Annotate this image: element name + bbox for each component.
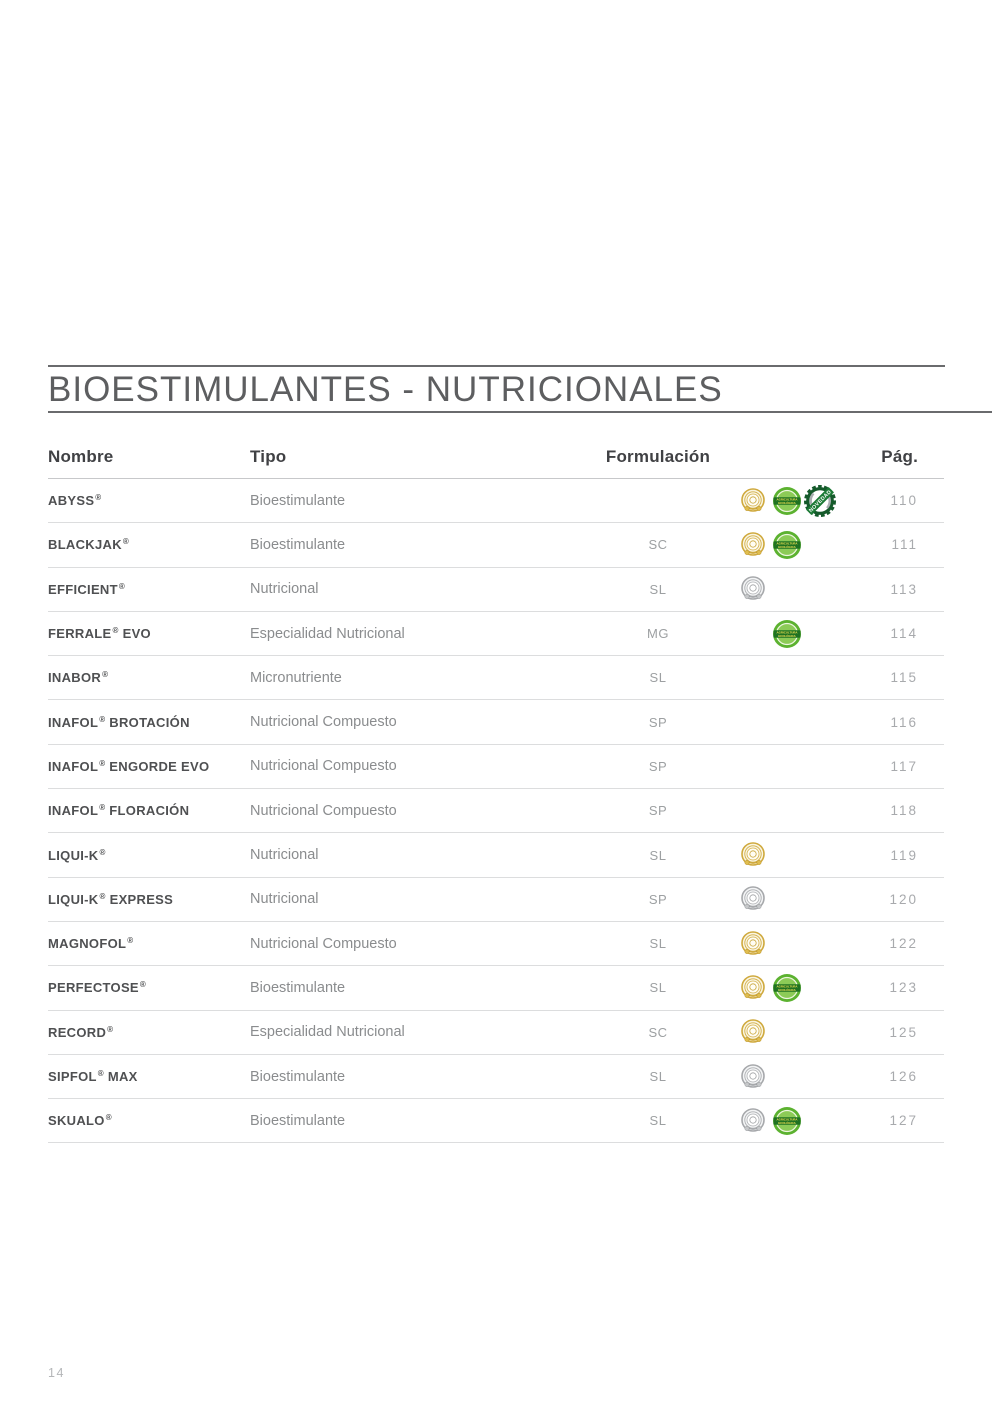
award-seal-gold-icon xyxy=(740,488,766,514)
page-reference: 114 xyxy=(890,626,918,642)
award-seal-silver-icon xyxy=(740,886,766,912)
certification-badges xyxy=(740,1099,840,1142)
quality-seal-slot xyxy=(740,576,766,602)
formulation-code: SL xyxy=(649,670,667,686)
certification-badges xyxy=(740,656,840,699)
certification-badges xyxy=(740,568,840,611)
svg-text:ECOLÓGICA: ECOLÓGICA xyxy=(778,633,796,638)
product-name: MAGNOFOL ® xyxy=(48,936,134,952)
product-name: SIPFOL ® MAX xyxy=(48,1069,138,1084)
product-name: BLACKJAK ® xyxy=(48,537,130,553)
registered-trademark-symbol: ® xyxy=(107,1024,114,1034)
table-body xyxy=(48,479,944,1143)
product-type: Nutricional xyxy=(250,847,319,864)
quality-seal-slot xyxy=(740,886,766,912)
table-row xyxy=(48,922,944,966)
svg-text:AGRICULTURA: AGRICULTURA xyxy=(776,541,798,546)
formulation-code: SC xyxy=(648,1024,668,1040)
novedad-badge-icon xyxy=(803,484,837,518)
page-reference: 123 xyxy=(889,980,918,996)
registered-trademark-symbol: ® xyxy=(99,891,106,901)
organic-agriculture-badge-icon xyxy=(772,973,802,1003)
award-seal-silver-icon xyxy=(740,1108,766,1134)
formulation-code: SL xyxy=(649,980,667,996)
table-row xyxy=(48,1055,944,1099)
registered-trademark-symbol: ® xyxy=(102,670,109,680)
page-reference: 116 xyxy=(890,714,918,730)
certification-badges xyxy=(740,479,840,522)
section-title: BIOESTIMULANTES - NUTRICIONALES xyxy=(48,370,723,409)
formulation-code: SL xyxy=(649,847,667,863)
award-seal-silver-icon xyxy=(740,1064,766,1090)
page-reference: 122 xyxy=(889,936,918,952)
registered-trademark-symbol: ® xyxy=(99,803,106,813)
award-seal-gold-icon xyxy=(740,931,766,957)
formulation-code: SP xyxy=(648,758,668,774)
formulation-code: SP xyxy=(648,891,668,907)
certification-badges xyxy=(740,966,840,1009)
formulation-code: SL xyxy=(649,1069,667,1084)
organic-agriculture-badge-icon xyxy=(772,619,802,649)
certification-badges xyxy=(740,612,840,655)
registered-trademark-symbol: ® xyxy=(99,758,106,768)
page-reference: 115 xyxy=(890,670,918,686)
quality-seal-slot xyxy=(740,931,766,957)
product-type: Bioestimulante xyxy=(250,492,346,509)
page-reference: 125 xyxy=(889,1024,918,1040)
award-seal-gold-icon xyxy=(740,532,766,558)
product-type: Especialidad Nutricional xyxy=(250,1024,405,1041)
page-reference: 117 xyxy=(890,758,918,774)
registered-trademark-symbol: ® xyxy=(97,1069,104,1078)
page-reference: 113 xyxy=(890,581,918,597)
table-row xyxy=(48,789,944,833)
award-seal-gold-icon xyxy=(740,1019,766,1045)
table-row xyxy=(48,700,944,744)
formulation-code: SL xyxy=(649,1113,667,1129)
products-table xyxy=(48,435,944,1143)
svg-text:ECOLÓGICA: ECOLÓGICA xyxy=(778,544,796,549)
page-reference: 120 xyxy=(889,891,918,907)
product-name: INAFOL ® ENGORDE EVO xyxy=(48,758,210,774)
page-reference: 110 xyxy=(890,493,918,509)
certification-badges xyxy=(740,700,840,743)
quality-seal-slot xyxy=(740,1064,766,1090)
product-type: Nutricional xyxy=(250,581,319,598)
table-header-row xyxy=(48,435,944,479)
formulation-code: SC xyxy=(648,537,668,553)
svg-text:ECOLÓGICA: ECOLÓGICA xyxy=(778,500,796,505)
table-row xyxy=(48,1099,944,1143)
quality-seal-slot xyxy=(740,842,766,868)
award-seal-silver-icon xyxy=(740,576,766,602)
product-name: SKUALO ® xyxy=(48,1113,112,1129)
registered-trademark-symbol: ® xyxy=(127,936,134,946)
product-name: LIQUI-K ® xyxy=(48,847,106,863)
product-type: Nutricional xyxy=(250,891,319,908)
formulation-code: SP xyxy=(648,714,668,730)
registered-trademark-symbol: ® xyxy=(112,626,119,636)
certification-badges xyxy=(740,878,840,921)
product-type: Bioestimulante xyxy=(250,979,346,996)
quality-seal-slot xyxy=(740,1019,766,1045)
registered-trademark-symbol: ® xyxy=(99,714,106,724)
quality-seal-slot xyxy=(740,975,766,1001)
table-row xyxy=(48,656,944,700)
formulation-code: SP xyxy=(648,803,668,819)
product-type: Nutricional Compuesto xyxy=(250,714,397,731)
table-row xyxy=(48,878,944,922)
page-reference: 118 xyxy=(890,803,918,819)
page-reference: 126 xyxy=(889,1069,918,1084)
registered-trademark-symbol: ® xyxy=(99,847,106,857)
svg-text:AGRICULTURA: AGRICULTURA xyxy=(776,630,798,635)
product-name: LIQUI-K ® EXPRESS xyxy=(48,891,174,907)
award-seal-gold-icon xyxy=(740,975,766,1001)
product-type: Especialidad Nutricional xyxy=(250,625,405,642)
registered-trademark-symbol: ® xyxy=(139,980,147,990)
award-seal-gold-icon xyxy=(740,842,766,868)
title-top-rule xyxy=(48,365,945,367)
certification-badges xyxy=(740,523,840,566)
table-row xyxy=(48,1011,944,1055)
product-name: INAFOL ® BROTACIÓN xyxy=(48,714,190,730)
product-type: Nutricional Compuesto xyxy=(250,758,397,775)
certification-badges xyxy=(740,833,840,876)
table-row xyxy=(48,745,944,789)
registered-trademark-symbol: ® xyxy=(95,493,102,503)
table-row xyxy=(48,479,944,523)
product-type: Bioestimulante xyxy=(250,1068,346,1085)
organic-agriculture-badge-icon xyxy=(772,486,802,516)
svg-text:AGRICULTURA: AGRICULTURA xyxy=(776,1117,798,1122)
column-header-pag: Pág. xyxy=(881,446,918,466)
column-header-nombre: Nombre xyxy=(48,446,114,466)
product-name: FERRALE ® EVO xyxy=(48,626,151,642)
page-reference: 119 xyxy=(890,847,918,863)
organic-agriculture-badge-icon xyxy=(772,1106,802,1136)
table-row xyxy=(48,833,944,877)
formulation-code: SL xyxy=(649,581,667,597)
registered-trademark-symbol: ® xyxy=(105,1113,112,1123)
quality-seal-slot xyxy=(740,488,766,514)
page-reference: 111 xyxy=(891,537,918,553)
product-type: Bioestimulante xyxy=(250,536,346,553)
product-name: EFFICIENT ® xyxy=(48,581,126,597)
page-number: 14 xyxy=(48,1366,65,1380)
svg-text:NOVEDAD: NOVEDAD xyxy=(808,488,833,514)
formulation-code: MG xyxy=(647,626,669,642)
product-type: Nutricional Compuesto xyxy=(250,935,397,952)
column-header-tipo: Tipo xyxy=(250,446,287,466)
registered-trademark-symbol: ® xyxy=(122,537,130,547)
quality-seal-slot xyxy=(740,532,766,558)
product-type: Bioestimulante xyxy=(250,1112,346,1129)
product-name: ABYSS ® xyxy=(48,493,102,509)
table-row xyxy=(48,568,944,612)
product-name: INABOR ® xyxy=(48,670,109,686)
svg-text:AGRICULTURA: AGRICULTURA xyxy=(776,984,798,989)
svg-text:ECOLÓGICA: ECOLÓGICA xyxy=(778,987,796,992)
formulation-code: SL xyxy=(649,936,667,952)
certification-badges xyxy=(740,922,840,965)
certification-badges xyxy=(740,1011,840,1054)
page-reference: 127 xyxy=(889,1113,918,1129)
product-type: Nutricional Compuesto xyxy=(250,802,397,819)
certification-badges xyxy=(740,745,840,788)
formulation-code xyxy=(568,479,748,522)
product-name: RECORD ® xyxy=(48,1024,114,1040)
svg-text:ECOLÓGICA: ECOLÓGICA xyxy=(778,1120,796,1125)
table-row xyxy=(48,523,944,567)
registered-trademark-symbol: ® xyxy=(118,581,126,591)
product-type: Micronutriente xyxy=(250,669,342,686)
product-name: PERFECTOSE ® xyxy=(48,980,147,996)
table-row xyxy=(48,966,944,1010)
certification-badges xyxy=(740,789,840,832)
title-bottom-rule xyxy=(48,411,992,413)
certification-badges xyxy=(740,1055,840,1098)
quality-seal-slot xyxy=(740,1108,766,1134)
svg-text:AGRICULTURA: AGRICULTURA xyxy=(776,497,798,502)
table-row xyxy=(48,612,944,656)
product-name: INAFOL ® FLORACIÓN xyxy=(48,803,190,819)
organic-agriculture-badge-icon xyxy=(772,530,802,560)
column-header-formulacion: Formulación xyxy=(605,446,711,466)
